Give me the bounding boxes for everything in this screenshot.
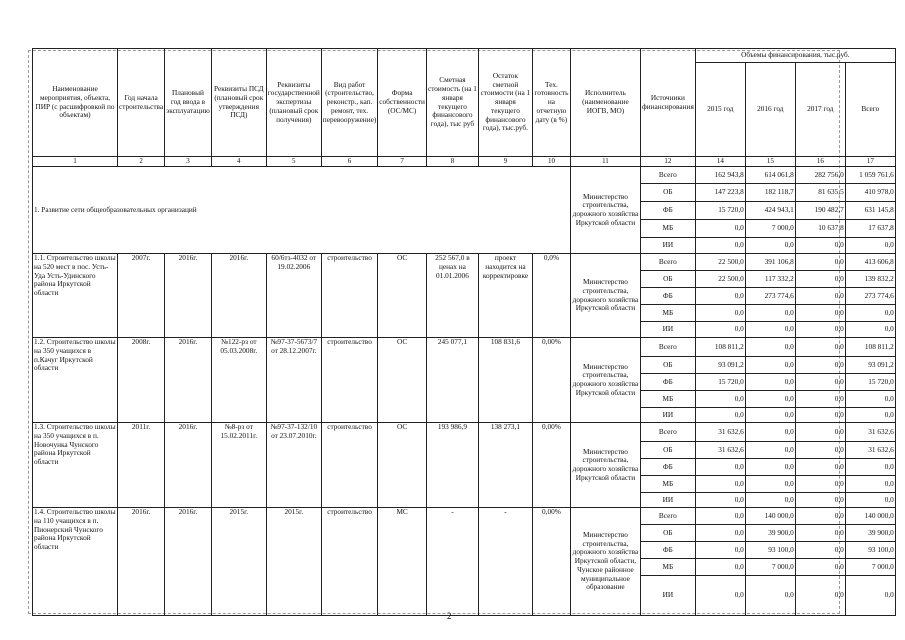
item-estimated-cost: 245 077,1 xyxy=(426,338,478,423)
funding-value-cell: 0,0 xyxy=(745,238,795,254)
item-estimated-cost: 252 567,0 в ценах на 01.01.2006 xyxy=(426,254,478,338)
header-executor: Исполнитель (наименование ИОГВ, МО) xyxy=(570,49,640,157)
funding-source-cell: Всего xyxy=(640,167,695,184)
header-work-type: Вид работ (строительство, реконстр., кап. ремонт, тех. перевооружение) xyxy=(321,49,378,157)
funding-value-cell: 0,0 xyxy=(795,476,845,493)
column-number: 7 xyxy=(378,157,427,167)
item-expertise: 60/6тз-4032 от 19.02.2006 xyxy=(266,254,321,338)
header-ownership: Форма собственности (ОС/МС) xyxy=(378,49,427,157)
column-number: 16 xyxy=(795,157,845,167)
funding-value-cell: 93 091,2 xyxy=(695,357,745,374)
funding-value-cell: 0,0 xyxy=(745,391,795,408)
funding-source-cell: Всего xyxy=(640,254,695,271)
funding-value-cell: 0,0 xyxy=(795,408,845,423)
funding-value-cell: 0,0 xyxy=(745,493,795,508)
item-executor: Министерство строительства, дорожного хозяйства Иркутской области xyxy=(570,338,640,423)
item-readiness: 0,00% xyxy=(532,508,570,616)
funding-value-cell: 273 774,6 xyxy=(845,288,895,305)
item-psd: №122-рз от 05.03.2008г. xyxy=(211,338,266,423)
funding-value-cell: 0,0 xyxy=(695,525,745,542)
funding-value-cell: 0,0 xyxy=(845,459,895,476)
header-remaining-cost: Остаток сметной стоимости (на 1 января текущего финансового года), тыс.руб. xyxy=(478,49,532,157)
table-row xyxy=(33,254,896,271)
funding-value-cell: 614 061,8 xyxy=(745,167,795,184)
header-start-year: Год начала строительства xyxy=(118,49,165,157)
item-commission-year: 2016г. xyxy=(165,254,212,338)
table-row xyxy=(33,508,896,525)
funding-value-cell: 0,0 xyxy=(745,476,795,493)
funding-value-cell: 0,0 xyxy=(745,338,795,357)
column-number: 4 xyxy=(211,157,266,167)
funding-value-cell: 0,0 xyxy=(695,391,745,408)
funding-value-cell: 17 637,8 xyxy=(845,220,895,238)
item-executor: Министерство строительства, дорожного хозяйства Иркутской области xyxy=(570,423,640,508)
item-start-year: 2007г. xyxy=(118,254,165,338)
column-number: 2 xyxy=(118,157,165,167)
item-commission-year: 2016г. xyxy=(165,508,212,616)
funding-source-cell: ОБ xyxy=(640,184,695,202)
header-year-2017: 2017 год xyxy=(795,63,845,157)
funding-source-cell: ИИ xyxy=(640,238,695,254)
funding-value-cell: 0,0 xyxy=(795,525,845,542)
funding-value-cell: 0,0 xyxy=(845,391,895,408)
item-psd: №8-рз от 15.02.2011г. xyxy=(211,423,266,508)
column-numbers-row xyxy=(33,157,896,167)
funding-value-cell: 0,0 xyxy=(845,305,895,322)
item-ownership: ОС xyxy=(378,423,427,508)
header-funding-source: Источники финансирования xyxy=(640,49,695,157)
funding-value-cell: 273 774,6 xyxy=(745,288,795,305)
item-ownership: ОС xyxy=(378,338,427,423)
funding-value-cell: 117 332,2 xyxy=(745,271,795,288)
header-readiness: Тех. готовность на отчетную дату (в %) xyxy=(532,49,570,157)
funding-value-cell: 391 106,8 xyxy=(745,254,795,271)
funding-value-cell: 0,0 xyxy=(745,357,795,374)
funding-value-cell: 39 900,0 xyxy=(845,525,895,542)
column-number: 10 xyxy=(532,157,570,167)
funding-value-cell: 0,0 xyxy=(795,423,845,442)
funding-value-cell: 0,0 xyxy=(795,559,845,576)
funding-value-cell: 282 756,0 xyxy=(795,167,845,184)
funding-value-cell: 0,0 xyxy=(795,493,845,508)
header-total: Всего xyxy=(845,63,895,157)
funding-value-cell: 410 978,0 xyxy=(845,184,895,202)
funding-value-cell: 0,0 xyxy=(795,442,845,459)
funding-value-cell: 140 000,0 xyxy=(845,508,895,525)
funding-source-cell: МБ xyxy=(640,391,695,408)
funding-value-cell: 0,0 xyxy=(795,542,845,559)
funding-value-cell: 0,0 xyxy=(745,459,795,476)
item-expertise: №97-37-5673/7 от 28.12.2007г. xyxy=(266,338,321,423)
funding-value-cell: 22 500,0 xyxy=(695,254,745,271)
funding-value-cell: 93 100,0 xyxy=(745,542,795,559)
funding-value-cell: 31 632,6 xyxy=(695,423,745,442)
funding-value-cell: 0,0 xyxy=(795,508,845,525)
item-work-type: строительство xyxy=(321,423,378,508)
column-number: 5 xyxy=(266,157,321,167)
funding-source-cell: Всего xyxy=(640,423,695,442)
table-row xyxy=(33,423,896,442)
funding-value-cell: 0,0 xyxy=(795,305,845,322)
funding-value-cell: 0,0 xyxy=(745,305,795,322)
header-year-2015: 2015 год xyxy=(695,63,745,157)
item-start-year: 2011г. xyxy=(118,423,165,508)
funding-value-cell: 413 606,8 xyxy=(845,254,895,271)
funding-value-cell: 31 632,6 xyxy=(845,442,895,459)
item-estimated-cost: 193 986,9 xyxy=(426,423,478,508)
funding-value-cell: 7 000,0 xyxy=(745,559,795,576)
item-name: 1.1. Строительство школы на 520 мест в пос. Усть-Уда Усть-Удинского района Иркутской области xyxy=(33,254,118,338)
funding-value-cell: 0,0 xyxy=(695,408,745,423)
column-number: 6 xyxy=(321,157,378,167)
funding-value-cell: 0,0 xyxy=(695,493,745,508)
section-row xyxy=(33,167,896,184)
funding-value-cell: 15 720,0 xyxy=(695,202,745,220)
item-estimated-cost: - xyxy=(426,508,478,616)
funding-value-cell: 0,0 xyxy=(795,254,845,271)
funding-value-cell: 0,0 xyxy=(795,338,845,357)
funding-source-cell: ИИ xyxy=(640,493,695,508)
item-remaining-cost: проект находится на корректировке xyxy=(478,254,532,338)
item-remaining-cost: 108 831,6 xyxy=(478,338,532,423)
header-name: Наименование мероприятия, объекта, ПИР (с расшифровкой по объектам) xyxy=(33,49,118,157)
funding-value-cell: 39 900,0 xyxy=(745,525,795,542)
funding-source-cell: ОБ xyxy=(640,525,695,542)
funding-value-cell: 0,0 xyxy=(695,542,745,559)
funding-source-cell: ФБ xyxy=(640,459,695,476)
item-executor: Министерство строительства, дорожного хозяйства Иркутской области, Чунское районное муниципальное образование xyxy=(570,508,640,616)
funding-value-cell: 0,0 xyxy=(695,322,745,338)
funding-value-cell: 0,0 xyxy=(795,576,845,616)
funding-value-cell: 0,0 xyxy=(695,220,745,238)
item-work-type: строительство xyxy=(321,508,378,616)
funding-value-cell: 1 059 761,6 xyxy=(845,167,895,184)
funding-value-cell: 108 811,2 xyxy=(845,338,895,357)
funding-value-cell: 0,0 xyxy=(845,576,895,616)
item-commission-year: 2016г. xyxy=(165,423,212,508)
item-start-year: 2016г. xyxy=(118,508,165,616)
funding-value-cell: 0,0 xyxy=(845,238,895,254)
item-work-type: строительство xyxy=(321,254,378,338)
funding-source-cell: ИИ xyxy=(640,322,695,338)
funding-source-cell: Всего xyxy=(640,508,695,525)
funding-value-cell: 7 000,0 xyxy=(745,220,795,238)
column-number: 8 xyxy=(426,157,478,167)
funding-source-cell: МБ xyxy=(640,305,695,322)
item-name: 1.2. Строительство школы на 350 учащихся в п.Качуг Иркутской области xyxy=(33,338,118,423)
funding-value-cell: 162 943,8 xyxy=(695,167,745,184)
funding-value-cell: 93 100,0 xyxy=(845,542,895,559)
funding-value-cell: 15 720,0 xyxy=(695,374,745,391)
funding-value-cell: 0,0 xyxy=(795,238,845,254)
funding-value-cell: 0,0 xyxy=(795,374,845,391)
column-number: 14 xyxy=(695,157,745,167)
column-number: 12 xyxy=(640,157,695,167)
funding-value-cell: 81 635,5 xyxy=(795,184,845,202)
funding-value-cell: 0,0 xyxy=(845,493,895,508)
item-work-type: строительство xyxy=(321,338,378,423)
funding-value-cell: 0,0 xyxy=(695,305,745,322)
column-number: 17 xyxy=(845,157,895,167)
column-number: 3 xyxy=(165,157,212,167)
header-psd: Реквизиты ПСД (плановый срок утверждения ПСД) xyxy=(211,49,266,157)
funding-source-cell: ОБ xyxy=(640,271,695,288)
funding-value-cell: 140 000,0 xyxy=(745,508,795,525)
header-estimated-cost: Сметная стоимость (на 1 января текущего финансового года), тыс руб xyxy=(426,49,478,157)
item-commission-year: 2016г. xyxy=(165,338,212,423)
funding-value-cell: 0,0 xyxy=(795,391,845,408)
funding-value-cell: 0,0 xyxy=(745,576,795,616)
funding-source-cell: ФБ xyxy=(640,288,695,305)
funding-source-cell: ФБ xyxy=(640,202,695,220)
page-number: 2 xyxy=(447,611,452,621)
funding-value-cell: 31 632,6 xyxy=(695,442,745,459)
funding-value-cell: 108 811,2 xyxy=(695,338,745,357)
funding-value-cell: 0,0 xyxy=(695,508,745,525)
funding-source-cell: МБ xyxy=(640,476,695,493)
funding-value-cell: 0,0 xyxy=(745,322,795,338)
item-readiness: 0,00% xyxy=(532,423,570,508)
funding-source-cell: ОБ xyxy=(640,442,695,459)
funding-value-cell: 0,0 xyxy=(695,476,745,493)
funding-value-cell: 0,0 xyxy=(695,459,745,476)
funding-value-cell: 147 223,8 xyxy=(695,184,745,202)
item-psd: 2016г. xyxy=(211,254,266,338)
funding-value-cell: 0,0 xyxy=(695,559,745,576)
funding-value-cell: 0,0 xyxy=(745,442,795,459)
item-readiness: 0,00% xyxy=(532,338,570,423)
column-number: 15 xyxy=(745,157,795,167)
funding-value-cell: 0,0 xyxy=(795,322,845,338)
funding-source-cell: МБ xyxy=(640,220,695,238)
item-ownership: МС xyxy=(378,508,427,616)
financing-table xyxy=(32,48,896,616)
column-number: 9 xyxy=(478,157,532,167)
funding-source-cell: МБ xyxy=(640,559,695,576)
funding-value-cell: 0,0 xyxy=(695,576,745,616)
funding-source-cell: Всего xyxy=(640,338,695,357)
column-number: 1 xyxy=(33,157,118,167)
funding-value-cell: 182 118,7 xyxy=(745,184,795,202)
funding-value-cell: 0,0 xyxy=(745,374,795,391)
funding-value-cell: 0,0 xyxy=(795,271,845,288)
table-row xyxy=(33,338,896,357)
funding-value-cell: 190 482,7 xyxy=(795,202,845,220)
funding-source-cell: ФБ xyxy=(640,542,695,559)
funding-value-cell: 0,0 xyxy=(845,322,895,338)
funding-value-cell: 0,0 xyxy=(795,288,845,305)
funding-value-cell: 7 000,0 xyxy=(845,559,895,576)
funding-value-cell: 22 500,0 xyxy=(695,271,745,288)
funding-value-cell: 0,0 xyxy=(845,476,895,493)
funding-source-cell: ИИ xyxy=(640,576,695,616)
section-executor: Министерство строительства, дорожного хозяйства Иркутской области xyxy=(570,167,640,254)
column-number: 11 xyxy=(570,157,640,167)
item-expertise: 2015г. xyxy=(266,508,321,616)
funding-value-cell: 15 720,0 xyxy=(845,374,895,391)
funding-value-cell: 139 832,2 xyxy=(845,271,895,288)
header-expertise: Реквизиты государственной экспертизы (плановый срок получения) xyxy=(266,49,321,157)
funding-value-cell: 0,0 xyxy=(745,408,795,423)
funding-value-cell: 424 943,1 xyxy=(745,202,795,220)
funding-value-cell: 10 637,8 xyxy=(795,220,845,238)
funding-value-cell: 0,0 xyxy=(795,357,845,374)
item-remaining-cost: 138 273,1 xyxy=(478,423,532,508)
item-start-year: 2008г. xyxy=(118,338,165,423)
funding-value-cell: 0,0 xyxy=(695,238,745,254)
item-executor: Министерство строительства, дорожного хозяйства Иркутской области xyxy=(570,254,640,338)
item-name: 1.3. Строительство школы на 350 учащихся в п. Новочунка Чунского района Иркутской области xyxy=(33,423,118,508)
funding-value-cell: 0,0 xyxy=(845,408,895,423)
funding-value-cell: 31 632,6 xyxy=(845,423,895,442)
funding-source-cell: ОБ xyxy=(640,357,695,374)
funding-value-cell: 93 091,2 xyxy=(845,357,895,374)
header-funding-volumes: Объемы финансирования, тыс.руб. xyxy=(695,49,895,63)
funding-source-cell: ИИ xyxy=(640,408,695,423)
header-year-2016: 2016 год xyxy=(745,63,795,157)
item-remaining-cost: - xyxy=(478,508,532,616)
funding-value-cell: 0,0 xyxy=(795,459,845,476)
header-commission-year: Плановый год ввода в эксплуатацию xyxy=(165,49,212,157)
funding-value-cell: 0,0 xyxy=(745,423,795,442)
section-title: 1. Развитие сети общеобразовательных организаций xyxy=(33,167,571,254)
item-ownership: ОС xyxy=(378,254,427,338)
item-name: 1.4. Строительство школы на 110 учащихся в п. Пионерский Чунского района Иркутской области xyxy=(33,508,118,616)
item-expertise: №97-37-132/10 от 23.07.2010г. xyxy=(266,423,321,508)
funding-value-cell: 0,0 xyxy=(695,288,745,305)
item-readiness: 0,0% xyxy=(532,254,570,338)
funding-value-cell: 631 145,8 xyxy=(845,202,895,220)
item-psd: 2015г. xyxy=(211,508,266,616)
funding-source-cell: ФБ xyxy=(640,374,695,391)
